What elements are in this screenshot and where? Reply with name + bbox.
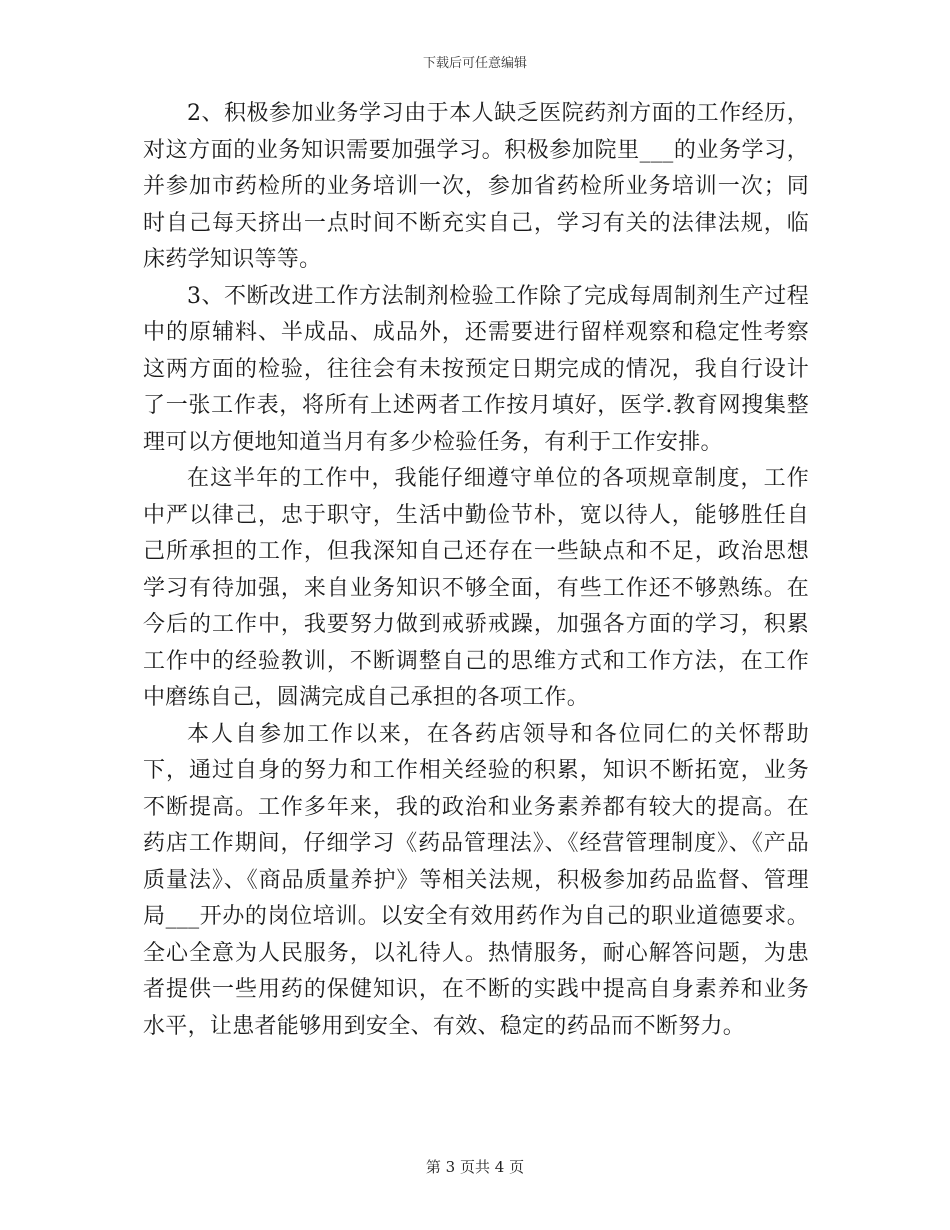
- document-body: [143, 96, 809, 1045]
- paragraph-2: 3、不断改进工作方法制剂检验工作除了完成每周制剂生产过程中的原辅料、半成品、成品外，还需要进行留样观察和稳定性考察这两方面的检验，往往会有未按预定日期完成的情况，我自行设计了一张工作表，将所有上述两者工作按月填好，医学.教育网搜集整理可以方便地知道当月有多少检验任务，有利于工作安排。: [143, 283, 809, 455]
- paragraph-1: 2、积极参加业务学习由于本人缺乏医院药剂方面的工作经历，对这方面的业务知识需要加强学习。积极参加院里___的业务学习，并参加市药检所的业务培训一次，参加省药检所业务培训一次；同时自己每天挤出一点时间不断充实自己，学习有关的法律法规，临床药学知识等等。: [143, 101, 809, 272]
- paragraph-3: 在这半年的工作中，我能仔细遵守单位的各项规章制度，工作中严以律己，忠于职守，生活中勤俭节朴，宽以待人，能够胜任自己所承担的工作，但我深知自己还存在一些缺点和不足，政治思想学习有待加强，来自业务知识不够全面，有些工作还不够熟练。在今后的工作中，我要努力做到戒骄戒躁，加强各方面的学习，积累工作中的经验教训，不断调整自己的思维方式和工作方法，在工作中磨练自己，圆满完成自己承担的各项工作。: [143, 466, 809, 710]
- page-footer: 第 3 页共 4 页: [425, 1158, 525, 1176]
- paragraph-4: 本人自参加工作以来，在各药店领导和各位同仁的关怀帮助下，通过自身的努力和工作相关经验的积累，知识不断拓宽，业务不断提高。工作多年来，我的政治和业务素养都有较大的提高。在药店工作期间，仔细学习《药品管理法》、《经营管理制度》、《产品质量法》、《商品质量养护》等相关法规，积极参加药品监督、管理局___开办的岗位培训。以安全有效用药作为自己的职业道德要求。全心全意为人民服务，以礼待人。热情服务，耐心解答问题，为患者提供一些用药的保健知识，在不断的实践中提高自身素养和业务水平，让患者能够用到安全、有效、稳定的药品而不断努力。: [143, 721, 809, 1039]
- page-header: 下载后可任意编辑: [422, 56, 527, 71]
